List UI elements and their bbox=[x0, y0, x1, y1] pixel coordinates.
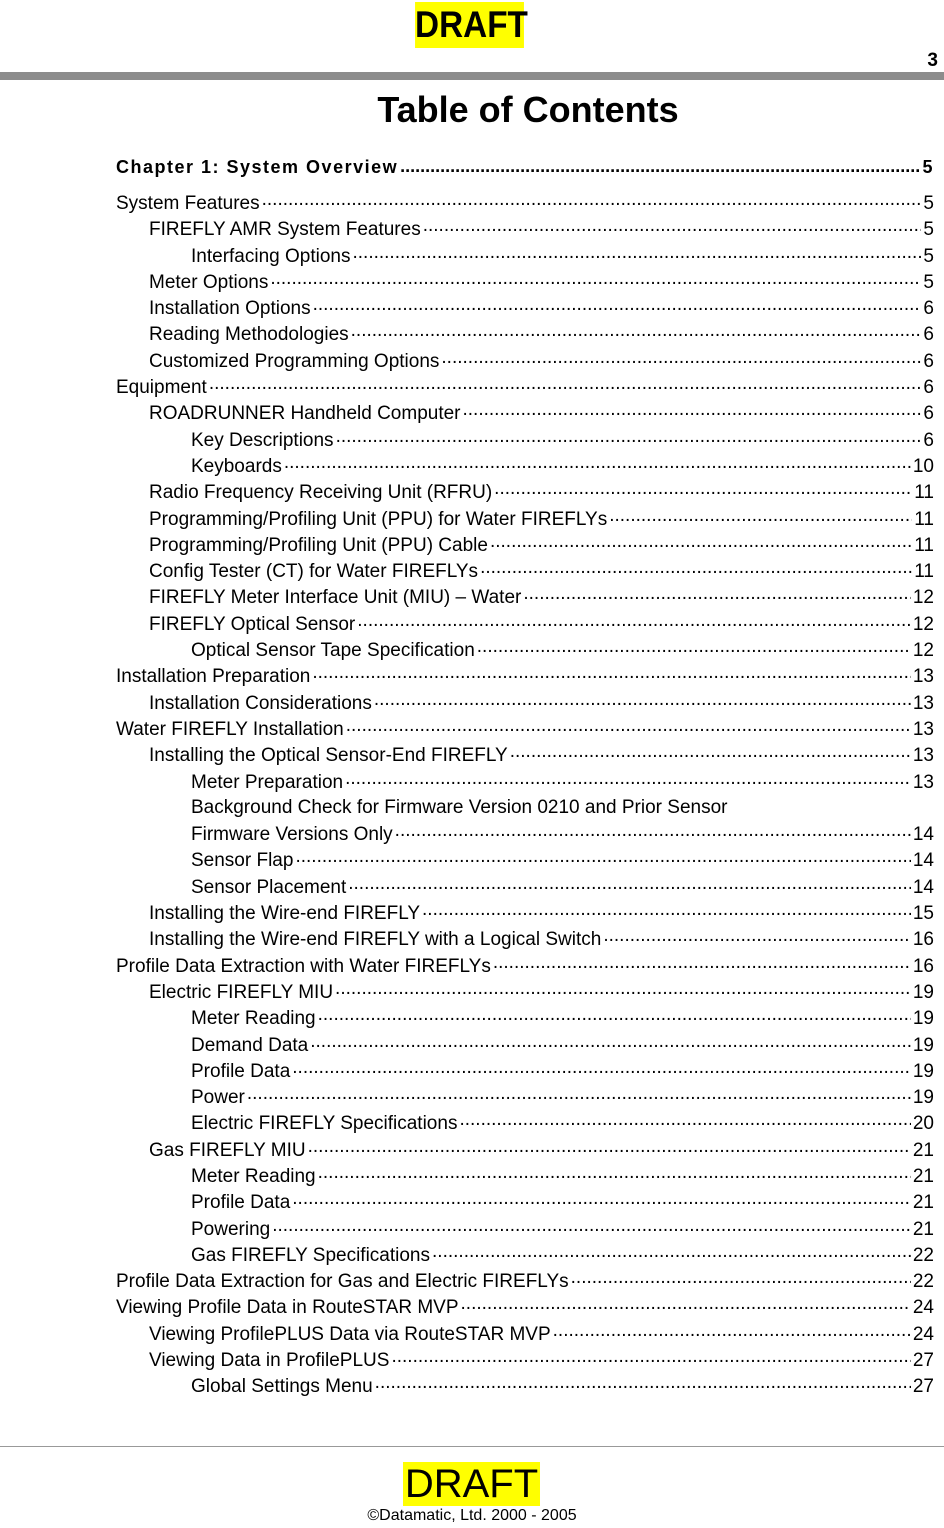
toc-entry-title: Meter Reading bbox=[191, 1008, 316, 1030]
toc-entry-title: Profile Data Extraction for Gas and Electric FIREFLYs bbox=[116, 1271, 569, 1293]
toc-entry-page: 22 bbox=[912, 1244, 934, 1266]
toc-entry[interactable] bbox=[116, 1058, 934, 1084]
toc-entry-page: 11 bbox=[914, 508, 934, 530]
toc-entry[interactable] bbox=[116, 926, 934, 952]
toc-entry[interactable] bbox=[116, 532, 934, 558]
toc-leader-dots bbox=[247, 1084, 911, 1103]
toc-entry-page: 19 bbox=[912, 1008, 934, 1030]
toc-entry-page: 6 bbox=[923, 377, 934, 399]
toc-leader-dots bbox=[510, 742, 911, 761]
toc-leader-dots bbox=[292, 1189, 911, 1208]
toc-entry-page: 21 bbox=[912, 1165, 934, 1187]
toc-entry[interactable] bbox=[116, 1268, 934, 1294]
toc-entry-title: Background Check for Firmware Version 0210 and Prior Sensor bbox=[191, 796, 728, 818]
toc-entry[interactable] bbox=[116, 506, 934, 532]
toc-entry[interactable] bbox=[116, 979, 934, 1005]
toc-entry-title: Electric FIREFLY Specifications bbox=[191, 1113, 458, 1135]
toc-entry[interactable] bbox=[116, 269, 934, 295]
toc-leader-dots bbox=[375, 1373, 911, 1392]
toc-leader-dots bbox=[603, 926, 911, 945]
toc-entry-page: 20 bbox=[912, 1113, 934, 1135]
toc-entry-page: 5 bbox=[923, 193, 934, 214]
toc-entry-title: Installation Options bbox=[149, 298, 311, 320]
toc-entry-page: 12 bbox=[912, 587, 934, 609]
toc-entry-title: Equipment bbox=[116, 377, 207, 399]
toc-entry-page: 19 bbox=[912, 1060, 934, 1082]
toc-entry[interactable] bbox=[116, 1137, 934, 1163]
toc-leader-dots bbox=[312, 663, 911, 682]
toc-leader-dots bbox=[374, 690, 911, 709]
toc-leader-dots bbox=[395, 821, 911, 840]
toc-leader-dots bbox=[262, 190, 922, 209]
toc-leader-dots bbox=[480, 558, 912, 577]
toc-entry-page: 11 bbox=[914, 534, 934, 556]
toc-entry-page: 6 bbox=[923, 350, 934, 372]
toc-entry-page: 21 bbox=[912, 1192, 934, 1214]
toc-leader-dots bbox=[571, 1268, 911, 1287]
toc-entry-title: Profile Data bbox=[191, 1060, 291, 1082]
toc-entry-page: 21 bbox=[912, 1218, 934, 1240]
toc-leader-dots bbox=[209, 374, 922, 393]
toc-entry-page: 13 bbox=[912, 666, 934, 688]
toc-entry[interactable] bbox=[116, 453, 934, 479]
toc-leader-dots bbox=[284, 453, 911, 472]
toc-leader-dots bbox=[493, 953, 911, 972]
toc-entry-title: Key Descriptions bbox=[191, 429, 334, 451]
footer-rule bbox=[0, 1446, 944, 1447]
toc-entry-page: 27 bbox=[912, 1376, 934, 1398]
toc-entry-title: Gas FIREFLY Specifications bbox=[191, 1244, 431, 1266]
toc-entry-page: 6 bbox=[923, 429, 934, 451]
toc-entry-page: 27 bbox=[912, 1350, 934, 1372]
toc-entry-title: Meter Preparation bbox=[191, 771, 344, 793]
toc-entry[interactable] bbox=[116, 1163, 934, 1189]
toc-entry-page: 16 bbox=[912, 955, 934, 977]
toc-entry-page: 19 bbox=[912, 981, 934, 1003]
toc-entry[interactable] bbox=[116, 479, 934, 505]
toc-entry-page: 13 bbox=[912, 718, 934, 740]
toc-leader-dots bbox=[461, 1294, 911, 1313]
toc-entry[interactable] bbox=[116, 900, 934, 926]
toc-leader-dots bbox=[441, 348, 921, 367]
toc-entry-page: 19 bbox=[912, 1034, 934, 1056]
toc-leader-dots bbox=[318, 1005, 911, 1024]
toc-leader-dots bbox=[553, 1321, 911, 1340]
toc-entry[interactable] bbox=[116, 1373, 934, 1399]
copyright-notice: ©Datamatic, Ltd. 2000 - 2005 bbox=[367, 1507, 577, 1524]
toc-entry-page: 5 bbox=[923, 219, 934, 241]
toc-entry-title: Programming/Profiling Unit (PPU) for Water FIREFLYs bbox=[149, 508, 608, 530]
toc-entry[interactable] bbox=[116, 637, 934, 663]
toc-entry[interactable] bbox=[116, 1347, 934, 1373]
toc-entry[interactable] bbox=[116, 190, 934, 216]
toc-entry[interactable] bbox=[116, 1321, 934, 1347]
toc-entry[interactable] bbox=[116, 295, 934, 321]
toc-leader-dots bbox=[335, 979, 911, 998]
toc-entry[interactable] bbox=[116, 874, 934, 900]
toc-entry[interactable] bbox=[116, 584, 934, 610]
toc-leader-dots bbox=[494, 479, 912, 498]
toc-entry-page: 21 bbox=[912, 1139, 934, 1161]
toc-entry-title: Water FIREFLY Installation bbox=[116, 718, 344, 740]
toc-entry-title: Meter Reading bbox=[191, 1165, 316, 1187]
toc-entry-page: 14 bbox=[912, 824, 934, 846]
toc-entry-title: Global Settings Menu bbox=[191, 1376, 373, 1398]
toc-leader-dots bbox=[391, 1347, 910, 1366]
toc-entry-title: Installing the Wire-end FIREFLY with a Logical Switch bbox=[149, 929, 602, 951]
toc-entry-title: Programming/Profiling Unit (PPU) Cable bbox=[149, 534, 488, 556]
header-rule bbox=[0, 72, 944, 80]
toc-entry-page: 5 bbox=[923, 245, 934, 267]
toc-entry-page: 12 bbox=[912, 613, 934, 635]
toc-entry-title: System Features bbox=[116, 193, 260, 214]
toc-entry-title: Keyboards bbox=[191, 455, 282, 477]
draft-banner-bottom: DRAFT bbox=[404, 1462, 539, 1506]
toc-leader-dots bbox=[346, 716, 911, 735]
toc-entry-title: Reading Methodologies bbox=[149, 324, 349, 346]
toc-entry-title: Viewing Data in ProfilePLUS bbox=[149, 1350, 390, 1372]
toc-chapter-entry[interactable] bbox=[116, 155, 934, 185]
toc-leader-dots bbox=[423, 216, 922, 235]
toc-entry[interactable] bbox=[116, 821, 934, 847]
toc-entry-page: 13 bbox=[912, 745, 934, 767]
toc-entry-title: Installing the Wire-end FIREFLY bbox=[149, 903, 421, 925]
toc-entry[interactable] bbox=[116, 1110, 934, 1136]
toc-entry-title: Optical Sensor Tape Specification bbox=[191, 640, 475, 662]
toc-entry-page: 14 bbox=[912, 876, 934, 898]
toc-entry-page: 5 bbox=[923, 271, 934, 293]
toc-entry[interactable] bbox=[116, 1242, 934, 1268]
page-title: Table of Contents bbox=[377, 89, 679, 130]
toc-leader-dots bbox=[463, 400, 922, 419]
toc-entry[interactable] bbox=[116, 847, 934, 873]
table-of-contents bbox=[116, 155, 934, 1400]
toc-entry-title: Config Tester (CT) for Water FIREFLYs bbox=[149, 561, 479, 583]
toc-leader-dots bbox=[318, 1163, 911, 1182]
toc-entry[interactable] bbox=[116, 348, 934, 374]
toc-entry[interactable] bbox=[116, 716, 934, 742]
toc-entry-title: Installation Preparation bbox=[116, 666, 311, 688]
toc-entry-title: Firmware Versions Only bbox=[191, 824, 393, 846]
toc-entry-title: Radio Frequency Receiving Unit (RFRU) bbox=[149, 482, 493, 504]
toc-entry-title: Installation Considerations bbox=[149, 692, 372, 714]
toc-chapter-page: 5 bbox=[922, 157, 934, 177]
toc-entry[interactable] bbox=[116, 1005, 934, 1031]
toc-entry-page: 24 bbox=[912, 1323, 934, 1345]
toc-entry-title: Interfacing Options bbox=[191, 245, 351, 267]
toc-entry-title: Viewing Profile Data in RouteSTAR MVP bbox=[116, 1297, 459, 1319]
toc-entry[interactable] bbox=[116, 374, 934, 400]
toc-entry-page: 11 bbox=[914, 482, 934, 504]
toc-entry[interactable] bbox=[116, 427, 934, 453]
toc-leader-dots bbox=[292, 1058, 911, 1077]
toc-entry-title: FIREFLY Meter Interface Unit (MIU) – Water bbox=[149, 587, 522, 609]
toc-entry[interactable] bbox=[116, 953, 934, 979]
toc-entry[interactable] bbox=[116, 1032, 934, 1058]
draft-banner-top: DRAFT bbox=[415, 2, 524, 48]
toc-leader-dots bbox=[459, 1110, 910, 1129]
toc-leader-dots bbox=[272, 1216, 911, 1235]
toc-leader-dots bbox=[490, 532, 912, 551]
toc-entry-title: ROADRUNNER Handheld Computer bbox=[149, 403, 461, 425]
toc-leader-dots bbox=[357, 611, 911, 630]
toc-leader-dots bbox=[432, 1242, 911, 1261]
toc-entry[interactable] bbox=[116, 690, 934, 716]
toc-leader-dots bbox=[352, 243, 921, 262]
toc-entry-page: 15 bbox=[912, 903, 934, 925]
toc-leader-dots bbox=[348, 874, 911, 893]
toc-entry-list bbox=[116, 190, 934, 1400]
toc-entry[interactable] bbox=[116, 216, 934, 242]
toc-entry[interactable] bbox=[116, 742, 934, 768]
toc-entry-page: 6 bbox=[923, 298, 934, 320]
toc-leader-dots bbox=[295, 847, 910, 866]
toc-entry-title: Gas FIREFLY MIU bbox=[149, 1139, 306, 1161]
toc-leader-dots bbox=[351, 321, 922, 340]
toc-entry-title: Sensor Placement bbox=[191, 876, 347, 898]
page-number: 3 bbox=[927, 50, 938, 71]
toc-leader-dots bbox=[523, 584, 911, 603]
toc-entry[interactable] bbox=[116, 1084, 934, 1110]
toc-entry[interactable] bbox=[116, 1294, 934, 1320]
toc-entry[interactable] bbox=[116, 769, 934, 795]
toc-entry-title: Powering bbox=[191, 1218, 271, 1240]
toc-entry-title: FIREFLY AMR System Features bbox=[149, 219, 421, 241]
toc-entry-title: Customized Programming Options bbox=[149, 350, 440, 372]
toc-leader-dots bbox=[609, 506, 912, 525]
toc-leader-dots bbox=[308, 1137, 911, 1156]
toc-entry[interactable] bbox=[116, 611, 934, 637]
toc-leader-dots bbox=[345, 769, 911, 788]
toc-leader-dots bbox=[336, 427, 922, 446]
toc-leader-dots bbox=[400, 155, 920, 173]
toc-entry-title: Power bbox=[191, 1087, 245, 1109]
toc-entry-page: 6 bbox=[923, 324, 934, 346]
toc-entry-title: FIREFLY Optical Sensor bbox=[149, 613, 356, 635]
toc-entry-page: 16 bbox=[912, 929, 934, 951]
toc-entry-page: 11 bbox=[914, 561, 934, 583]
toc-entry-title: Viewing ProfilePLUS Data via RouteSTAR MVP bbox=[149, 1323, 551, 1345]
toc-entry[interactable] bbox=[116, 558, 934, 584]
toc-entry[interactable] bbox=[116, 321, 934, 347]
toc-entry-page: 13 bbox=[912, 771, 934, 793]
toc-entry-page: 10 bbox=[912, 455, 934, 477]
toc-entry-title: Meter Options bbox=[149, 271, 269, 293]
toc-entry-title: Electric FIREFLY MIU bbox=[149, 981, 334, 1003]
toc-leader-dots bbox=[477, 637, 911, 656]
toc-entry-title: Sensor Flap bbox=[191, 850, 294, 872]
toc-entry-page: 13 bbox=[912, 692, 934, 714]
toc-leader-dots bbox=[310, 1032, 911, 1051]
toc-entry[interactable] bbox=[116, 1216, 934, 1242]
toc-entry-title: Installing the Optical Sensor-End FIREFLY bbox=[149, 745, 508, 767]
toc-entry[interactable] bbox=[116, 400, 934, 426]
toc-entry[interactable] bbox=[116, 1189, 934, 1215]
toc-entry[interactable] bbox=[116, 663, 934, 689]
toc-entry-title: Profile Data bbox=[191, 1192, 291, 1214]
toc-leader-dots bbox=[270, 269, 921, 288]
toc-entry-page: 22 bbox=[912, 1271, 934, 1293]
toc-leader-dots bbox=[422, 900, 911, 919]
toc-entry[interactable] bbox=[116, 243, 934, 269]
toc-entry-page: 24 bbox=[912, 1297, 934, 1319]
toc-entry-page: 14 bbox=[912, 850, 934, 872]
toc-entry-page: 6 bbox=[923, 403, 934, 425]
toc-chapter-label: Chapter 1: System Overview bbox=[116, 157, 399, 177]
toc-entry[interactable] bbox=[116, 795, 934, 821]
toc-entry-page: 12 bbox=[912, 640, 934, 662]
toc-leader-dots bbox=[313, 295, 922, 314]
toc-entry-title: Demand Data bbox=[191, 1034, 309, 1056]
toc-entry-page: 19 bbox=[912, 1087, 934, 1109]
toc-entry-title: Profile Data Extraction with Water FIREFLYs bbox=[116, 955, 491, 977]
